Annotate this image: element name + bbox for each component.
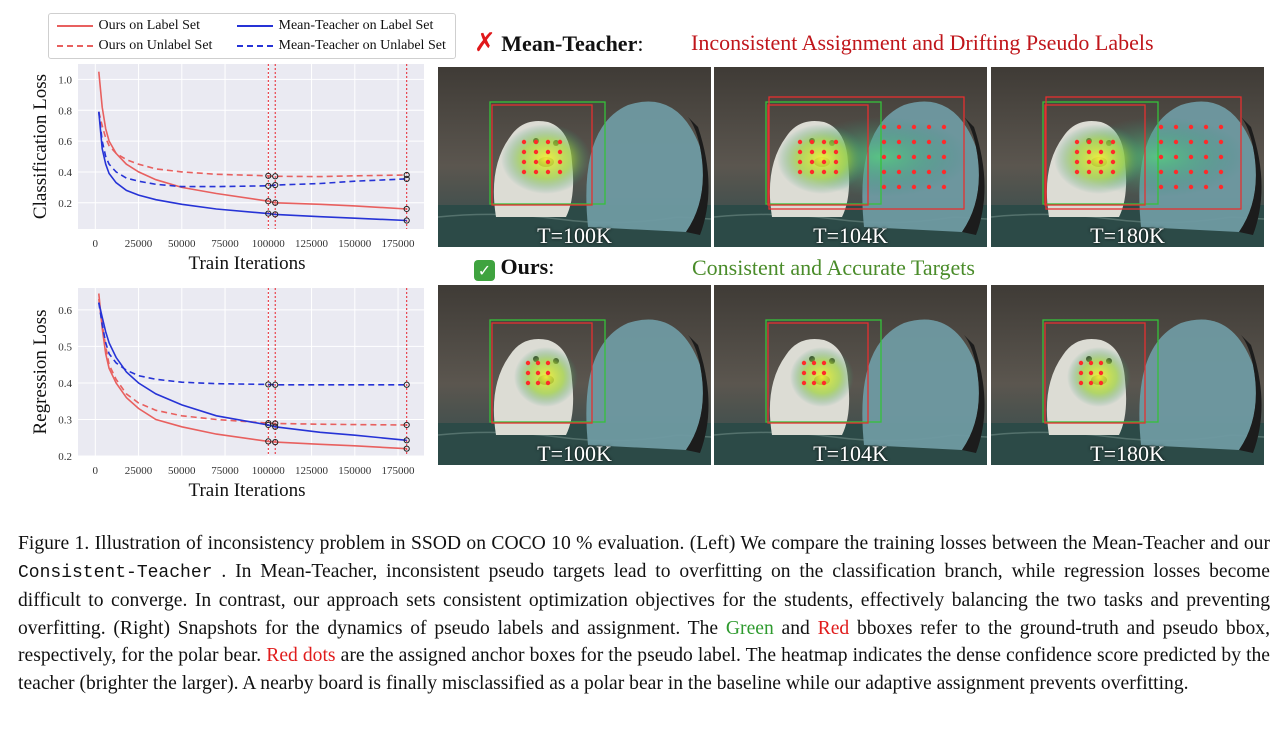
anchor-dot bbox=[536, 381, 540, 385]
anchor-dot bbox=[927, 155, 931, 159]
anchor-dot bbox=[1219, 185, 1223, 189]
y-tick-label: 1.0 bbox=[58, 74, 72, 87]
anchor-dot bbox=[536, 371, 540, 375]
figure-caption bbox=[18, 530, 1270, 697]
anchor-dot bbox=[1099, 371, 1103, 375]
row2-header bbox=[474, 254, 554, 281]
anchor-dot bbox=[1099, 361, 1103, 365]
anchor-dot bbox=[802, 361, 806, 365]
heatmap bbox=[514, 347, 578, 407]
y-axis-label: Regression Loss bbox=[30, 309, 51, 435]
anchor-dot bbox=[834, 160, 838, 164]
caption-text: and bbox=[773, 617, 818, 639]
anchor-dot bbox=[1111, 150, 1115, 154]
anchor-dot bbox=[1204, 125, 1208, 129]
anchor-dot bbox=[897, 170, 901, 174]
caption-text: . In Mean-Teacher, inconsistent pseudo targets lead to overfitting on the classification branch, while regression losses become difficult to converge. In contrast, our approach sets consistent optimization objectives for the students, effectively balancing the two tasks and preventing overfitting. (Right) Snapshots for the dynamics of pseudo labels and assignment. The bbox=[18, 560, 1270, 639]
anchor-dot bbox=[1174, 170, 1178, 174]
heatmap bbox=[777, 124, 867, 194]
anchor-dot bbox=[812, 381, 816, 385]
anchor-dot bbox=[558, 160, 562, 164]
anchor-dot bbox=[927, 185, 931, 189]
anchor-dot bbox=[798, 160, 802, 164]
anchor-dot bbox=[546, 150, 550, 154]
anchor-dot bbox=[822, 170, 826, 174]
anchor-dot bbox=[1079, 371, 1083, 375]
y-tick-label: 0.4 bbox=[58, 166, 72, 179]
anchor-dot bbox=[882, 125, 886, 129]
anchor-dot bbox=[812, 361, 816, 365]
row1-snapshot-2 bbox=[714, 67, 987, 247]
anchor-dot bbox=[1204, 170, 1208, 174]
caption-green: Green bbox=[725, 617, 774, 639]
snapshot-time-label: T=104K bbox=[813, 441, 888, 465]
anchor-dot bbox=[534, 160, 538, 164]
anchor-dot bbox=[522, 140, 526, 144]
heatmap bbox=[1054, 124, 1144, 194]
x-tick-label: 175000 bbox=[381, 465, 415, 477]
x-tick-label: 125000 bbox=[295, 465, 329, 477]
anchor-dot bbox=[1159, 125, 1163, 129]
heatmap bbox=[1067, 347, 1131, 407]
legend-label: Mean-Teacher on Label Set bbox=[278, 18, 434, 33]
anchor-dot bbox=[1087, 140, 1091, 144]
anchor-dot bbox=[810, 150, 814, 154]
y-tick-label: 0.3 bbox=[58, 414, 72, 427]
x-tick-label: 0 bbox=[92, 238, 99, 250]
x-tick-label: 50000 bbox=[168, 238, 196, 250]
anchor-dot bbox=[526, 381, 530, 385]
anchor-dot bbox=[1089, 381, 1093, 385]
anchor-dot bbox=[942, 125, 946, 129]
anchor-dot bbox=[1075, 140, 1079, 144]
anchor-dot bbox=[927, 125, 931, 129]
anchor-dot bbox=[546, 160, 550, 164]
y-tick-label: 0.2 bbox=[58, 197, 72, 210]
anchor-dot bbox=[1111, 170, 1115, 174]
x-tick-label: 75000 bbox=[211, 465, 239, 477]
anchor-dot bbox=[822, 371, 826, 375]
anchor-dot bbox=[897, 125, 901, 129]
anchor-dot bbox=[802, 371, 806, 375]
y-tick-label: 0.2 bbox=[58, 451, 72, 463]
anchor-dot bbox=[558, 150, 562, 154]
anchor-dot bbox=[522, 150, 526, 154]
y-tick-label: 0.4 bbox=[58, 377, 72, 390]
anchor-dot bbox=[1099, 150, 1103, 154]
anchor-dot bbox=[1075, 160, 1079, 164]
anchor-dot bbox=[897, 185, 901, 189]
anchor-dot bbox=[822, 150, 826, 154]
snapshot-time-label: T=100K bbox=[537, 441, 612, 465]
anchor-dot bbox=[1089, 371, 1093, 375]
heatmap bbox=[790, 347, 854, 407]
anchor-dot bbox=[1087, 150, 1091, 154]
anchor-dot bbox=[1087, 170, 1091, 174]
anchor-dot bbox=[546, 170, 550, 174]
anchor-dot bbox=[942, 170, 946, 174]
anchor-dot bbox=[802, 381, 806, 385]
legend-item bbox=[55, 18, 200, 34]
row1-snapshot-1 bbox=[438, 67, 711, 247]
anchor-dot bbox=[1075, 170, 1079, 174]
anchor-dot bbox=[1189, 140, 1193, 144]
anchor-dot bbox=[1219, 125, 1223, 129]
x-axis-label: Train Iterations bbox=[188, 480, 306, 500]
anchor-dot bbox=[1079, 381, 1083, 385]
anchor-dot bbox=[912, 125, 916, 129]
caption-text: bboxes refer to the ground-truth and pseudo bbox, respectively, for the polar bear. bbox=[18, 617, 1270, 666]
row1-colon: : bbox=[637, 31, 644, 56]
caption-text: are the assigned anchor boxes for the pseudo label. The heatmap indicates the dense confidence score predicted by the teacher (brighter the larger). A nearby board is finally misclassified as a polar bear in the baseline while our adaptive assignment prevents overfitting. bbox=[18, 645, 1271, 694]
anchor-dot bbox=[1189, 185, 1193, 189]
anchor-dot bbox=[1204, 155, 1208, 159]
x-tick-label: 50000 bbox=[168, 465, 196, 477]
anchor-dot bbox=[526, 371, 530, 375]
anchor-dot bbox=[546, 140, 550, 144]
anchor-dot bbox=[522, 170, 526, 174]
cross-icon: ✗ bbox=[474, 28, 496, 58]
anchor-dot bbox=[897, 140, 901, 144]
anchor-dot bbox=[912, 140, 916, 144]
anchor-dot bbox=[1159, 185, 1163, 189]
y-tick-label: 0.5 bbox=[58, 341, 72, 354]
anchor-dot bbox=[798, 150, 802, 154]
row2-snapshot-1 bbox=[438, 285, 711, 465]
anchor-dot bbox=[1219, 170, 1223, 174]
anchor-dot bbox=[1087, 160, 1091, 164]
chart-legend bbox=[48, 13, 456, 59]
anchor-dot bbox=[942, 155, 946, 159]
anchor-dot bbox=[822, 140, 826, 144]
anchor-dot bbox=[897, 155, 901, 159]
anchor-dot bbox=[798, 140, 802, 144]
anchor-dot bbox=[834, 150, 838, 154]
anchor-dot bbox=[942, 140, 946, 144]
anchor-dot bbox=[1099, 170, 1103, 174]
check-icon: ✓ bbox=[474, 260, 495, 281]
anchor-dot bbox=[534, 170, 538, 174]
anchor-dot bbox=[546, 371, 550, 375]
x-tick-label: 25000 bbox=[124, 238, 153, 250]
anchor-dot bbox=[1189, 155, 1193, 159]
anchor-dot bbox=[1099, 160, 1103, 164]
anchor-dot bbox=[834, 140, 838, 144]
anchor-dot bbox=[882, 155, 886, 159]
legend-label: Mean-Teacher on Unlabel Set bbox=[278, 38, 446, 53]
caption-code: Consistent-Teacher bbox=[18, 562, 213, 583]
anchor-dot bbox=[882, 140, 886, 144]
caption-text: Figure 1. Illustration of inconsistency problem in SSOD on COCO 10 % evaluation. (Left) We compare the training losses between the Mean-Teacher and our bbox=[18, 533, 1270, 554]
row2-snapshot-3 bbox=[991, 285, 1264, 465]
legend-item bbox=[55, 38, 212, 54]
legend-item bbox=[235, 38, 446, 54]
row2-subtitle: Consistent and Accurate Targets bbox=[692, 255, 975, 280]
snapshot-time-label: T=104K bbox=[813, 223, 888, 247]
row1-method: Mean-Teacher bbox=[501, 31, 638, 56]
anchor-dot bbox=[810, 160, 814, 164]
y-tick-label: 0.6 bbox=[58, 304, 72, 317]
row1-header bbox=[474, 28, 643, 58]
snapshot-time-label: T=180K bbox=[1090, 223, 1165, 247]
anchor-dot bbox=[526, 361, 530, 365]
anchor-dot bbox=[882, 185, 886, 189]
anchor-dot bbox=[822, 160, 826, 164]
x-tick-label: 125000 bbox=[295, 238, 329, 250]
anchor-dot bbox=[1219, 155, 1223, 159]
caption-red: Red bbox=[817, 617, 850, 639]
anchor-dot bbox=[1099, 140, 1103, 144]
anchor-dot bbox=[1159, 140, 1163, 144]
anchor-dot bbox=[1079, 361, 1083, 365]
anchor-dot bbox=[1174, 185, 1178, 189]
caption-red-dots: Red dots bbox=[266, 645, 336, 666]
legend-label: Ours on Label Set bbox=[98, 18, 200, 33]
anchor-dot bbox=[822, 381, 826, 385]
anchor-dot bbox=[1099, 381, 1103, 385]
anchor-dot bbox=[546, 361, 550, 365]
anchor-dot bbox=[822, 361, 826, 365]
anchor-dot bbox=[927, 140, 931, 144]
classification-loss-chart bbox=[0, 58, 432, 280]
anchor-dot bbox=[534, 140, 538, 144]
anchor-dot bbox=[1189, 125, 1193, 129]
snapshot-time-label: T=100K bbox=[537, 223, 612, 247]
anchor-dot bbox=[1111, 140, 1115, 144]
y-tick-label: 0.6 bbox=[58, 136, 72, 149]
anchor-dot bbox=[1189, 170, 1193, 174]
heatmap bbox=[501, 124, 591, 194]
anchor-dot bbox=[1204, 185, 1208, 189]
x-tick-label: 0 bbox=[92, 465, 99, 477]
anchor-dot bbox=[798, 170, 802, 174]
legend-item bbox=[235, 18, 433, 34]
anchor-dot bbox=[812, 371, 816, 375]
x-axis-label: Train Iterations bbox=[188, 253, 306, 274]
snapshot-time-label: T=180K bbox=[1090, 441, 1165, 465]
anchor-dot bbox=[912, 155, 916, 159]
x-tick-label: 75000 bbox=[211, 238, 239, 250]
anchor-dot bbox=[882, 170, 886, 174]
x-tick-label: 150000 bbox=[338, 465, 372, 477]
anchor-dot bbox=[1174, 125, 1178, 129]
anchor-dot bbox=[558, 140, 562, 144]
anchor-dot bbox=[536, 361, 540, 365]
plot-area bbox=[78, 64, 424, 229]
regression-loss-chart bbox=[0, 282, 432, 500]
anchor-dot bbox=[1204, 140, 1208, 144]
anchor-dot bbox=[1159, 155, 1163, 159]
anchor-dot bbox=[522, 160, 526, 164]
anchor-dot bbox=[912, 170, 916, 174]
x-tick-label: 25000 bbox=[124, 465, 153, 477]
x-tick-label: 150000 bbox=[338, 238, 372, 250]
anchor-dot bbox=[912, 185, 916, 189]
anchor-dot bbox=[558, 170, 562, 174]
row2-colon: : bbox=[548, 254, 555, 279]
x-tick-label: 100000 bbox=[251, 465, 285, 477]
legend-label: Ours on Unlabel Set bbox=[98, 38, 213, 53]
row1-subtitle: Inconsistent Assignment and Drifting Pseudo Labels bbox=[691, 30, 1154, 55]
y-tick-label: 0.8 bbox=[58, 105, 72, 118]
row2-snapshot-2 bbox=[714, 285, 987, 465]
row2-method: Ours bbox=[500, 254, 549, 279]
anchor-dot bbox=[534, 150, 538, 154]
anchor-dot bbox=[927, 170, 931, 174]
anchor-dot bbox=[810, 140, 814, 144]
anchor-dot bbox=[1075, 150, 1079, 154]
anchor-dot bbox=[810, 170, 814, 174]
x-tick-label: 175000 bbox=[381, 238, 415, 250]
anchor-dot bbox=[546, 381, 550, 385]
anchor-dot bbox=[834, 170, 838, 174]
anchor-dot bbox=[1111, 160, 1115, 164]
anchor-dot bbox=[942, 185, 946, 189]
anchor-dot bbox=[1219, 140, 1223, 144]
anchor-dot bbox=[1089, 361, 1093, 365]
row1-snapshot-3 bbox=[991, 67, 1264, 247]
anchor-dot bbox=[1159, 170, 1163, 174]
x-tick-label: 100000 bbox=[251, 238, 285, 250]
anchor-dot bbox=[1174, 155, 1178, 159]
y-axis-label: Classification Loss bbox=[30, 73, 51, 220]
anchor-dot bbox=[1174, 140, 1178, 144]
